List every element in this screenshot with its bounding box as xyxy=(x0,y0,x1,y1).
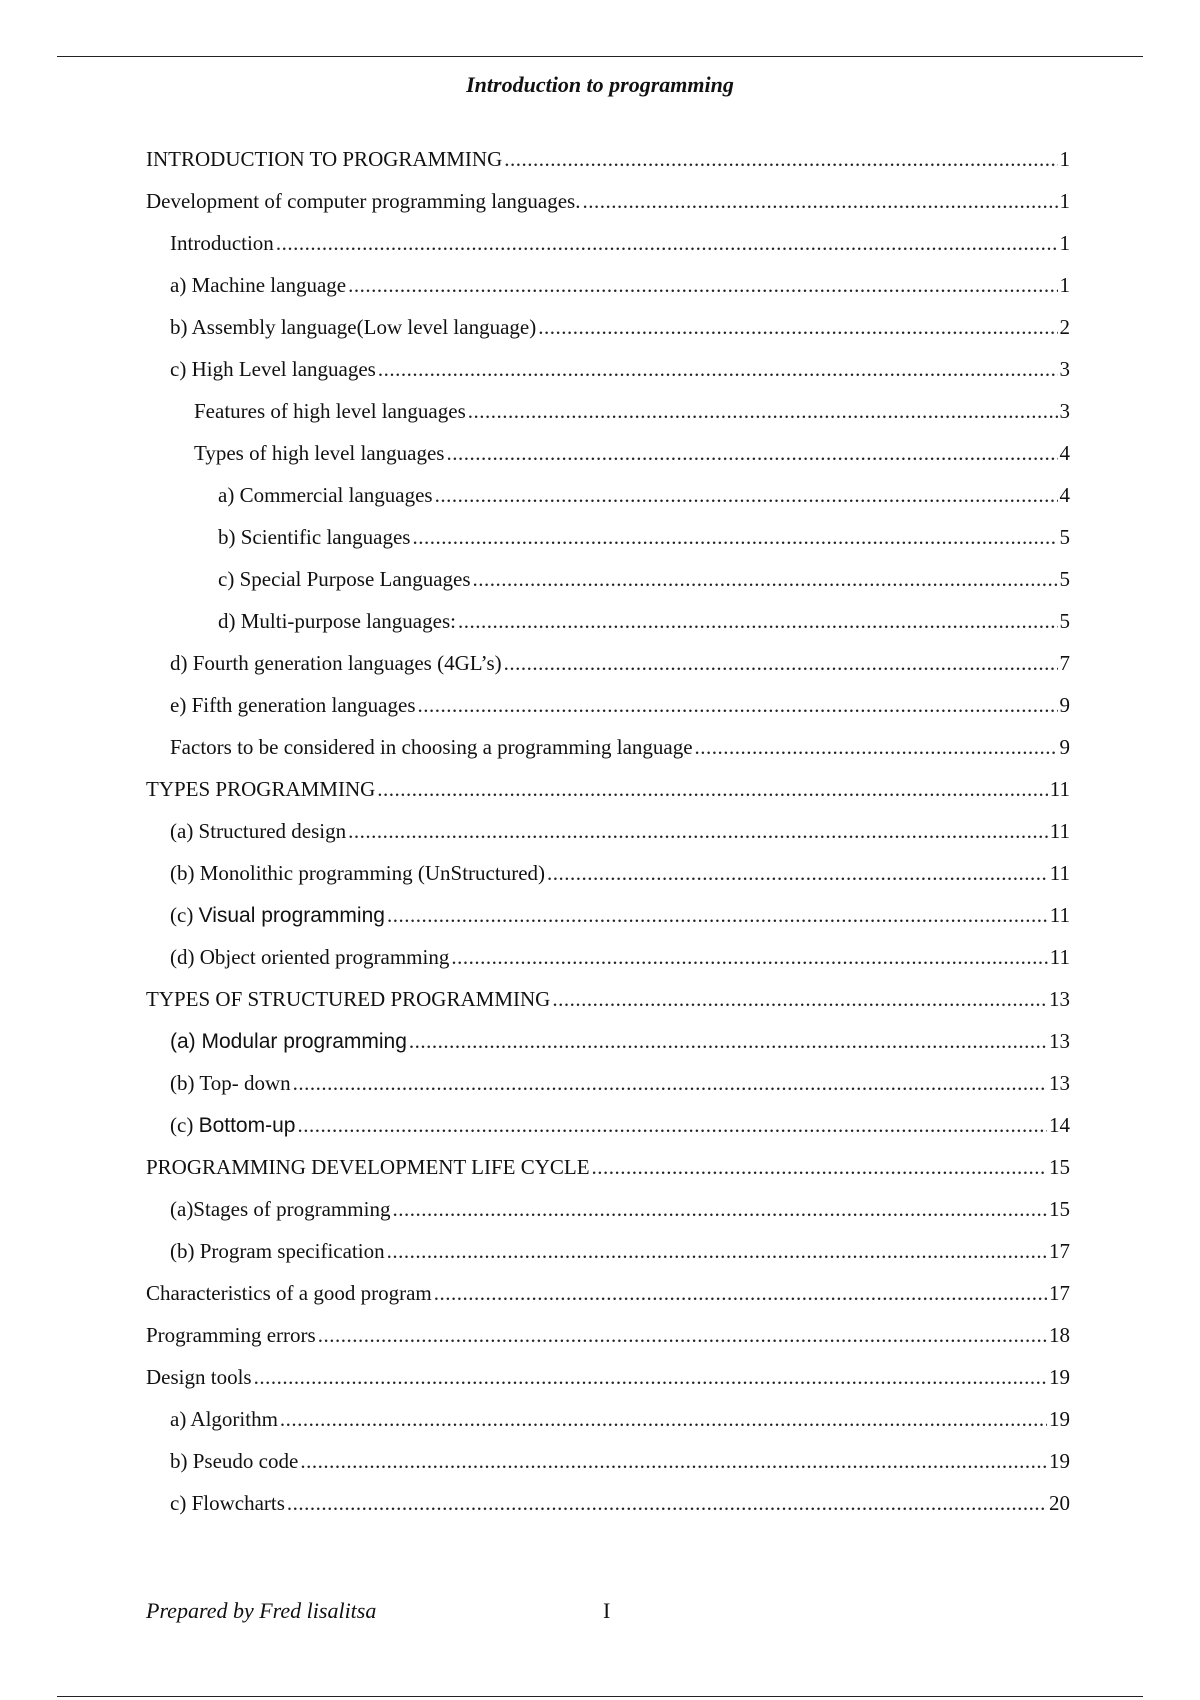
toc-entry-title: Features of high level languages xyxy=(194,399,466,423)
toc-dot-leader xyxy=(538,306,1057,348)
toc-dot-leader xyxy=(377,768,1047,810)
toc-entry[interactable] xyxy=(146,1356,1070,1398)
toc-entry[interactable] xyxy=(146,1398,1070,1440)
toc-entry[interactable] xyxy=(146,474,1070,516)
toc-page-number: 17 xyxy=(1049,1281,1070,1305)
toc-dot-leader xyxy=(254,1356,1047,1398)
toc-entry-title: Factors to be considered in choosing a programming language xyxy=(170,735,693,759)
toc-dot-leader xyxy=(297,1104,1047,1146)
toc-entry[interactable] xyxy=(146,768,1070,810)
toc-entry[interactable] xyxy=(146,810,1070,852)
toc-dot-leader xyxy=(695,726,1058,768)
toc-entry[interactable] xyxy=(146,180,1070,222)
toc-entry[interactable] xyxy=(146,1146,1070,1188)
toc-entry[interactable] xyxy=(146,600,1070,642)
toc-entry[interactable] xyxy=(146,726,1070,768)
toc-page-number: 17 xyxy=(1049,1239,1070,1263)
toc-entry-title: a) Commercial languages xyxy=(218,483,433,507)
toc-entry[interactable] xyxy=(146,1272,1070,1314)
toc-page-number: 11 xyxy=(1049,861,1070,885)
toc-page-number: 3 xyxy=(1059,399,1070,423)
toc-dot-leader xyxy=(446,432,1057,474)
toc-entry-title: (b) Program specification xyxy=(170,1239,385,1263)
toc-entry[interactable] xyxy=(146,1230,1070,1272)
toc-page-number: 1 xyxy=(1059,189,1070,213)
toc-entry[interactable] xyxy=(146,894,1070,936)
toc-page-number: 4 xyxy=(1059,483,1070,507)
toc-page-number: 19 xyxy=(1049,1449,1070,1473)
toc-entry[interactable] xyxy=(146,1314,1070,1356)
toc-entry[interactable] xyxy=(146,432,1070,474)
toc-entry-title: c) High Level languages xyxy=(170,357,376,381)
toc-entry-title: PROGRAMMING DEVELOPMENT LIFE CYCLE xyxy=(146,1155,590,1179)
toc-entry-title: d) Multi-purpose languages: xyxy=(218,609,456,633)
footer-rule xyxy=(57,1696,1143,1697)
toc-entry-title: e) Fifth generation languages xyxy=(170,693,416,717)
toc-entry[interactable] xyxy=(146,264,1070,306)
running-header-title: Introduction to programming xyxy=(466,72,734,97)
toc-entry[interactable] xyxy=(146,306,1070,348)
toc-dot-leader xyxy=(412,516,1057,558)
toc-entry-title-sans: Bottom-up xyxy=(198,1114,296,1137)
toc-entry-title: (d) Object oriented programming xyxy=(170,945,450,969)
toc-entry[interactable] xyxy=(146,978,1070,1020)
toc-entry-title: (b) Top- down xyxy=(170,1071,291,1095)
toc-entry-title: c) Flowcharts xyxy=(170,1491,285,1515)
toc-entry-title xyxy=(170,1104,295,1147)
toc-dot-leader xyxy=(318,1314,1047,1356)
toc-entry-title-sans: Visual programming xyxy=(198,904,385,927)
toc-entry-title: b) Pseudo code xyxy=(170,1449,299,1473)
toc-page-number: 5 xyxy=(1059,609,1070,633)
toc-dot-leader xyxy=(387,1230,1047,1272)
toc-entry[interactable] xyxy=(146,348,1070,390)
toc-page-number: 5 xyxy=(1059,525,1070,549)
toc-entry-title: (a) Structured design xyxy=(170,819,347,843)
toc-entry[interactable] xyxy=(146,516,1070,558)
toc-page-number: 15 xyxy=(1049,1197,1070,1221)
toc-page-number: 20 xyxy=(1049,1491,1070,1515)
toc-dot-leader xyxy=(547,852,1048,894)
toc-entry-title: INTRODUCTION TO PROGRAMMING xyxy=(146,147,503,171)
toc-page-number: 9 xyxy=(1059,735,1070,759)
toc-page-number: 11 xyxy=(1049,777,1070,801)
toc-entry[interactable] xyxy=(146,1482,1070,1524)
toc-entry[interactable] xyxy=(146,1188,1070,1230)
toc-dot-leader xyxy=(378,348,1058,390)
toc-dot-leader xyxy=(435,474,1058,516)
toc-entry[interactable] xyxy=(146,558,1070,600)
toc-entry[interactable] xyxy=(146,642,1070,684)
toc-dot-leader xyxy=(409,1020,1047,1062)
toc-dot-leader xyxy=(582,180,1057,222)
toc-dot-leader xyxy=(468,390,1058,432)
toc-dot-leader xyxy=(348,264,1057,306)
toc-entry-title: (b) Monolithic programming (UnStructured) xyxy=(170,861,546,885)
toc-dot-leader xyxy=(473,558,1058,600)
toc-entry[interactable] xyxy=(146,222,1070,264)
toc-entry-title: (a)Stages of programming xyxy=(170,1197,391,1221)
toc-dot-leader xyxy=(293,1062,1047,1104)
toc-entry-title: Introduction xyxy=(170,231,274,255)
toc-dot-leader xyxy=(434,1272,1047,1314)
toc-page-number: 13 xyxy=(1049,1029,1070,1053)
toc-entry-title-sans: (a) Modular programming xyxy=(170,1030,407,1053)
toc-entry-title: a) Machine language xyxy=(170,273,347,297)
toc-entry[interactable] xyxy=(146,852,1070,894)
toc-page-number: 1 xyxy=(1059,147,1070,171)
toc-entry[interactable] xyxy=(146,1020,1070,1062)
table-of-contents xyxy=(146,138,1070,1524)
toc-page-number: 13 xyxy=(1049,1071,1070,1095)
footer-page-number: I xyxy=(603,1598,611,1623)
toc-dot-leader xyxy=(280,1398,1047,1440)
toc-dot-leader xyxy=(392,1188,1047,1230)
toc-page-number: 7 xyxy=(1059,651,1070,675)
toc-entry-title: TYPES PROGRAMMING xyxy=(146,777,376,801)
toc-entry[interactable] xyxy=(146,1440,1070,1482)
toc-entry-title: a) Algorithm xyxy=(170,1407,278,1431)
toc-entry-title: b) Scientific languages xyxy=(218,525,411,549)
toc-dot-leader xyxy=(504,138,1057,180)
toc-entry[interactable] xyxy=(146,390,1070,432)
toc-page-number: 11 xyxy=(1049,945,1070,969)
toc-dot-leader xyxy=(592,1146,1047,1188)
toc-entry[interactable] xyxy=(146,138,1070,180)
toc-dot-leader xyxy=(418,684,1058,726)
toc-dot-leader xyxy=(348,810,1048,852)
toc-dot-leader xyxy=(300,1440,1047,1482)
toc-entry[interactable] xyxy=(146,684,1070,726)
toc-dot-leader xyxy=(458,600,1058,642)
toc-dot-leader xyxy=(287,1482,1047,1524)
toc-dot-leader xyxy=(276,222,1058,264)
toc-entry[interactable] xyxy=(146,1104,1070,1146)
toc-entry-title xyxy=(170,894,385,937)
toc-page-number: 11 xyxy=(1049,819,1070,843)
toc-entry-prefix: (c) xyxy=(170,1113,199,1137)
toc-dot-leader xyxy=(451,936,1047,978)
toc-dot-leader xyxy=(552,978,1047,1020)
toc-page-number: 5 xyxy=(1059,567,1070,591)
toc-page-number: 14 xyxy=(1049,1113,1070,1137)
footer-author: Prepared by Fred lisalitsa xyxy=(146,1598,377,1623)
toc-entry-title: b) Assembly language(Low level language) xyxy=(170,315,537,339)
toc-entry-title: Programming errors xyxy=(146,1323,316,1347)
toc-page-number: 4 xyxy=(1059,441,1070,465)
toc-entry-title: Design tools xyxy=(146,1365,252,1389)
toc-entry-title: d) Fourth generation languages (4GL’s) xyxy=(170,651,502,675)
toc-page-number: 11 xyxy=(1049,903,1070,927)
toc-entry-title: TYPES OF STRUCTURED PROGRAMMING xyxy=(146,987,551,1011)
toc-page-number: 15 xyxy=(1049,1155,1070,1179)
toc-page-number: 9 xyxy=(1059,693,1070,717)
toc-entry-title: Development of computer programming languages. xyxy=(146,189,581,213)
toc-page-number: 19 xyxy=(1049,1407,1070,1431)
toc-page-number: 18 xyxy=(1049,1323,1070,1347)
toc-dot-leader xyxy=(387,894,1048,936)
toc-page-number: 2 xyxy=(1059,315,1070,339)
toc-entry-title: Characteristics of a good program xyxy=(146,1281,432,1305)
toc-entry-prefix: (c) xyxy=(170,903,199,927)
toc-entry[interactable] xyxy=(146,936,1070,978)
toc-dot-leader xyxy=(504,642,1058,684)
toc-page-number: 1 xyxy=(1059,231,1070,255)
toc-page-number: 19 xyxy=(1049,1365,1070,1389)
toc-entry[interactable] xyxy=(146,1062,1070,1104)
toc-page-number: 1 xyxy=(1059,273,1070,297)
toc-entry-title: Types of high level languages xyxy=(194,441,445,465)
toc-page-number: 3 xyxy=(1059,357,1070,381)
toc-entry-title: c) Special Purpose Languages xyxy=(218,567,471,591)
header-rule xyxy=(57,56,1143,57)
toc-page-number: 13 xyxy=(1049,987,1070,1011)
